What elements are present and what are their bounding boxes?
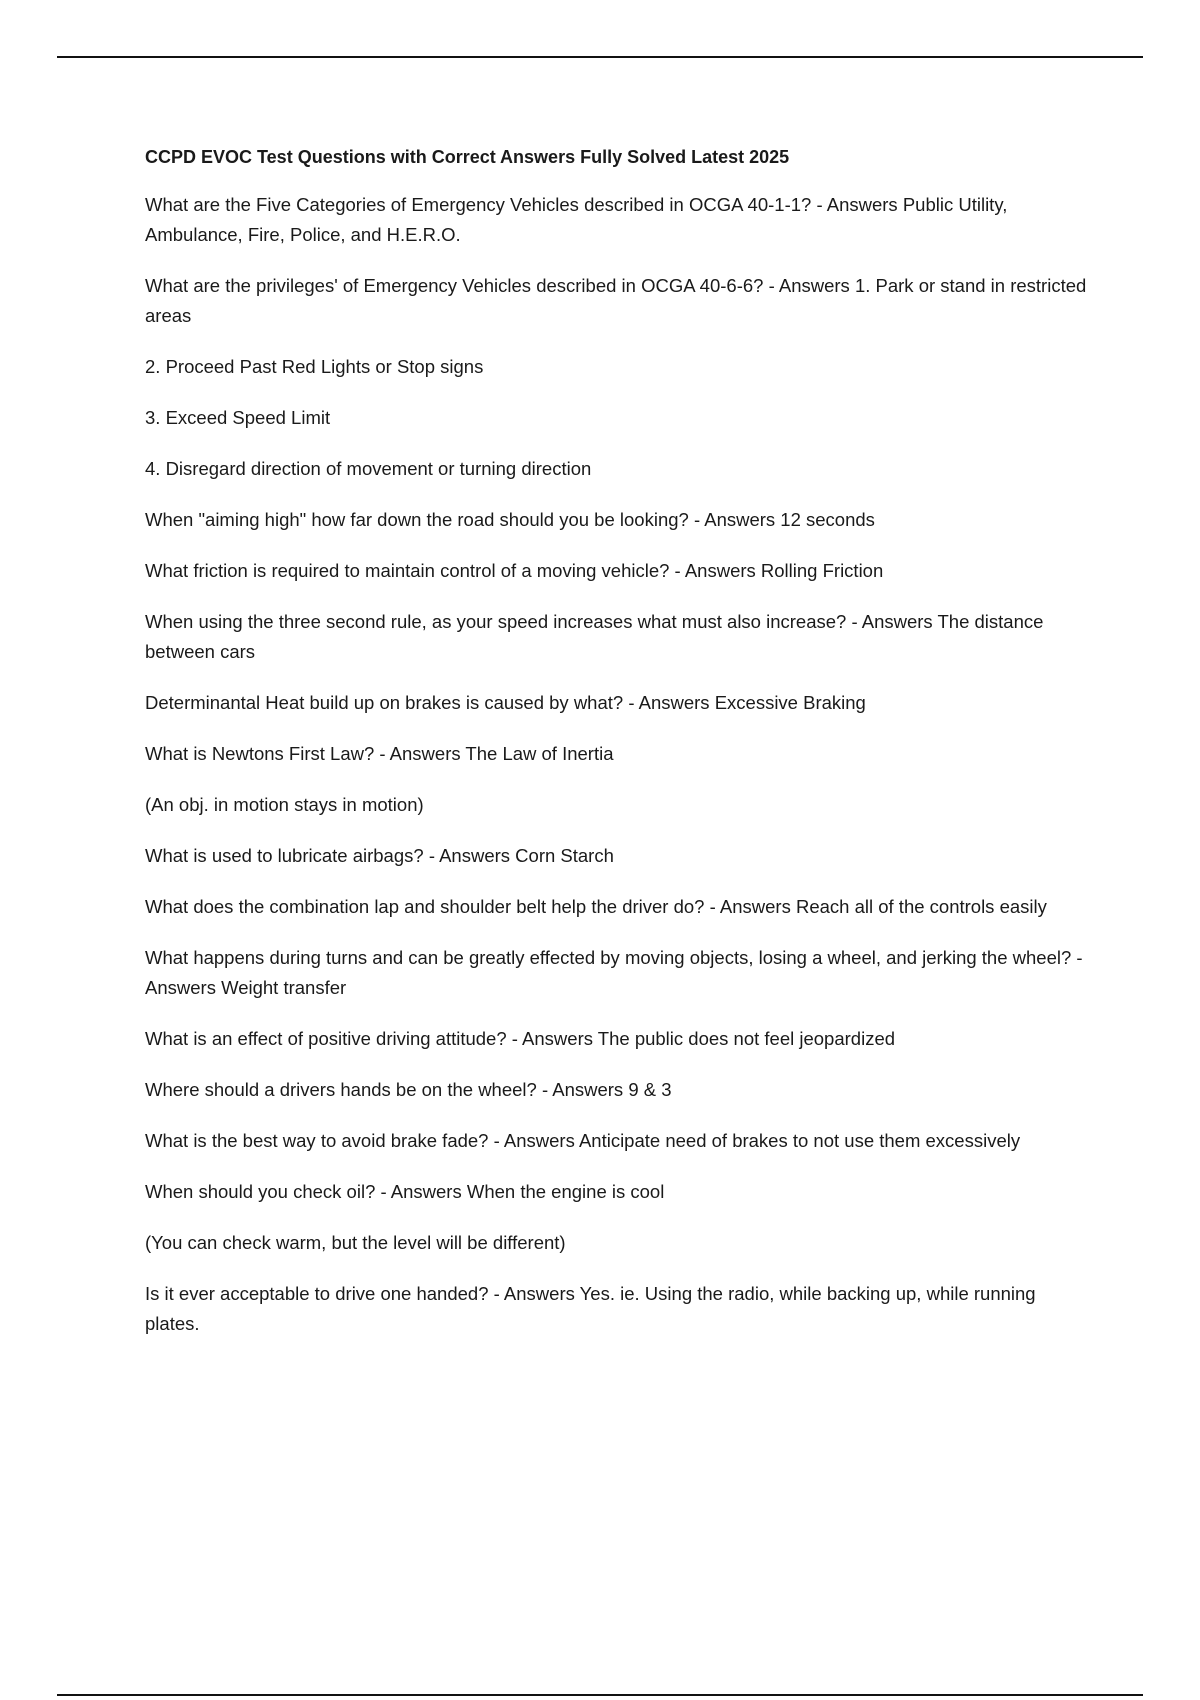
paragraph-10: What is Newtons First Law? - Answers The Law of Inertia: [145, 743, 614, 764]
document-body: [145, 142, 1090, 1360]
document-title: CCPD EVOC Test Questions with Correct Answers Fully Solved Latest 2025: [145, 147, 790, 167]
paragraph-14: What happens during turns and can be greatly effected by moving objects, losing a wheel, and jerking the wheel? - Answers Weight transfer: [145, 947, 1083, 998]
paragraph-18: When should you check oil? - Answers When the engine is cool: [145, 1181, 665, 1202]
paragraph-19: (You can check warm, but the level will be different): [145, 1232, 566, 1253]
footer-rule: [57, 1694, 1143, 1696]
paragraph-11: (An obj. in motion stays in motion): [145, 794, 424, 815]
paragraph-3: 2. Proceed Past Red Lights or Stop signs: [145, 356, 484, 377]
paragraph-9: Determinantal Heat build up on brakes is caused by what? - Answers Excessive Braking: [145, 692, 866, 713]
paragraph-5: 4. Disregard direction of movement or turning direction: [145, 458, 592, 479]
paragraph-6: When "aiming high" how far down the road should you be looking? - Answers 12 seconds: [145, 509, 875, 530]
paragraph-20: Is it ever acceptable to drive one handed? - Answers Yes. ie. Using the radio, while backing up, while running plates.: [145, 1283, 1036, 1334]
paragraph-17: What is the best way to avoid brake fade? - Answers Anticipate need of brakes to not use them excessively: [145, 1130, 1021, 1151]
paragraph-1: What are the Five Categories of Emergency Vehicles described in OCGA 40-1-1? - Answers Public Utility, Ambulance, Fire, Police, and H.E.R.O.: [145, 194, 1008, 245]
paragraph-15: What is an effect of positive driving attitude? - Answers The public does not feel jeopardized: [145, 1028, 896, 1049]
paragraph-2: What are the privileges' of Emergency Vehicles described in OCGA 40-6-6? - Answers 1. Park or stand in restricted areas: [145, 275, 1087, 326]
paragraph-8: When using the three second rule, as your speed increases what must also increase? - Answers The distance between cars: [145, 611, 1044, 662]
header-rule: [57, 56, 1143, 58]
paragraph-4: 3. Exceed Speed Limit: [145, 407, 331, 428]
paragraph-12: What is used to lubricate airbags? - Answers Corn Starch: [145, 845, 614, 866]
paragraph-7: What friction is required to maintain control of a moving vehicle? - Answers Rolling Friction: [145, 560, 884, 581]
paragraph-13: What does the combination lap and shoulder belt help the driver do? - Answers Reach all of the controls easily: [145, 896, 1047, 917]
paragraph-16: Where should a drivers hands be on the wheel? - Answers 9 & 3: [145, 1079, 672, 1100]
